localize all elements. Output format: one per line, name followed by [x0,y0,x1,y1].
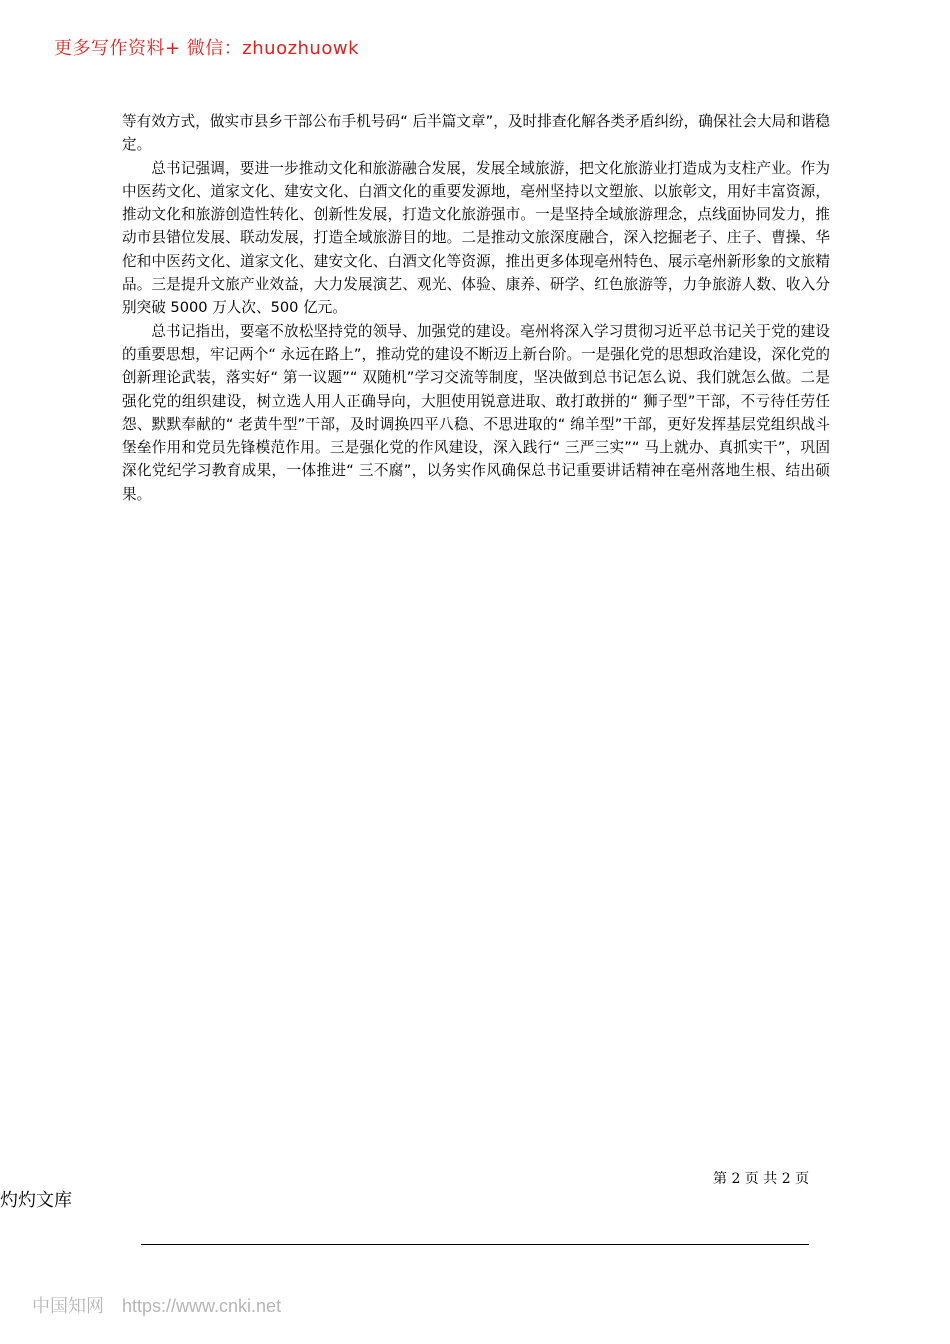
footer-divider [141,1244,809,1245]
library-name: 灼灼文库 [0,1190,72,1211]
watermark [32,1292,281,1318]
watermark-url: https://www.cnki.net [122,1296,282,1316]
paragraph-2: 总书记强调，要进一步推动文化和旅游融合发展，发展全域旅游，把文化旅游业打造成为支柱产业。作为中医药文化、道家文化、建安文化、白酒文化的重要发源地，亳州坚持以文塑旅、以旅彰文，用好丰富资源，推动文化和旅游创造性转化、创新性发展，打造文化旅游强市。一是坚持全域旅游理念，点线面协同发力，推动市县错位发展、联动发展，打造全域旅游目的地。二是推动文旅深度融合，深入挖掘老子、庄子、曹操、华佗和中医药文化、道家文化、建安文化、白酒文化等资源，推出更多体现亳州特色、展示亳州新形象的文旅精品。三是提升文旅产业效益，大力发展演艺、观光、体验、康养、研学、红色旅游等，力争旅游人数、收入分别突破 5000 万人次、500 亿元。 [122,159,830,317]
promo-header: 更多写作资料+ 微信：zhuozhuowk [54,38,360,59]
watermark-name: 中国知网 [32,1296,104,1317]
paragraph-1: 等有效方式，做实市县乡干部公布手机号码“ 后半篇文章”，及时排查化解各类矛盾纠纷，确保社会大局和谐稳定。 [122,113,830,154]
paragraph-3: 总书记指出，要毫不放松坚持党的领导、加强党的建设。亳州将深入学习贯彻习近平总书记关于党的建设的重要思想，牢记两个“ 永远在路上”，推动党的建设不断迈上新台阶。一是强化党的思想政治建设，深化党的创新理论武装，落实好“ 第一议题”“ 双随机”学习交流等制度，坚决做到总书记怎么说、我们就怎么做。二是强化党的组织建设，树立选人用人正确导向，大胆使用锐意进取、敢打敢拼的“ 狮子型”干部，不亏待任劳任怨、默默奉献的“ 老黄牛型”干部，及时调换四平八稳、不思进取的“ 绵羊型”干部，更好发挥基层党组织战斗堡垒作用和党员先锋模范作用。三是强化党的作风建设，深入践行“ 三严三实”“ 马上就办、真抓实干”，巩固深化党纪学习教育成果，一体推进“ 三不腐”，以务实作风确保总书记重要讲话精神在亳州落地生根、结出硕果。 [122,322,830,503]
document-body [122,110,830,506]
page-number: 第 2 页 共 2 页 [713,1171,810,1187]
